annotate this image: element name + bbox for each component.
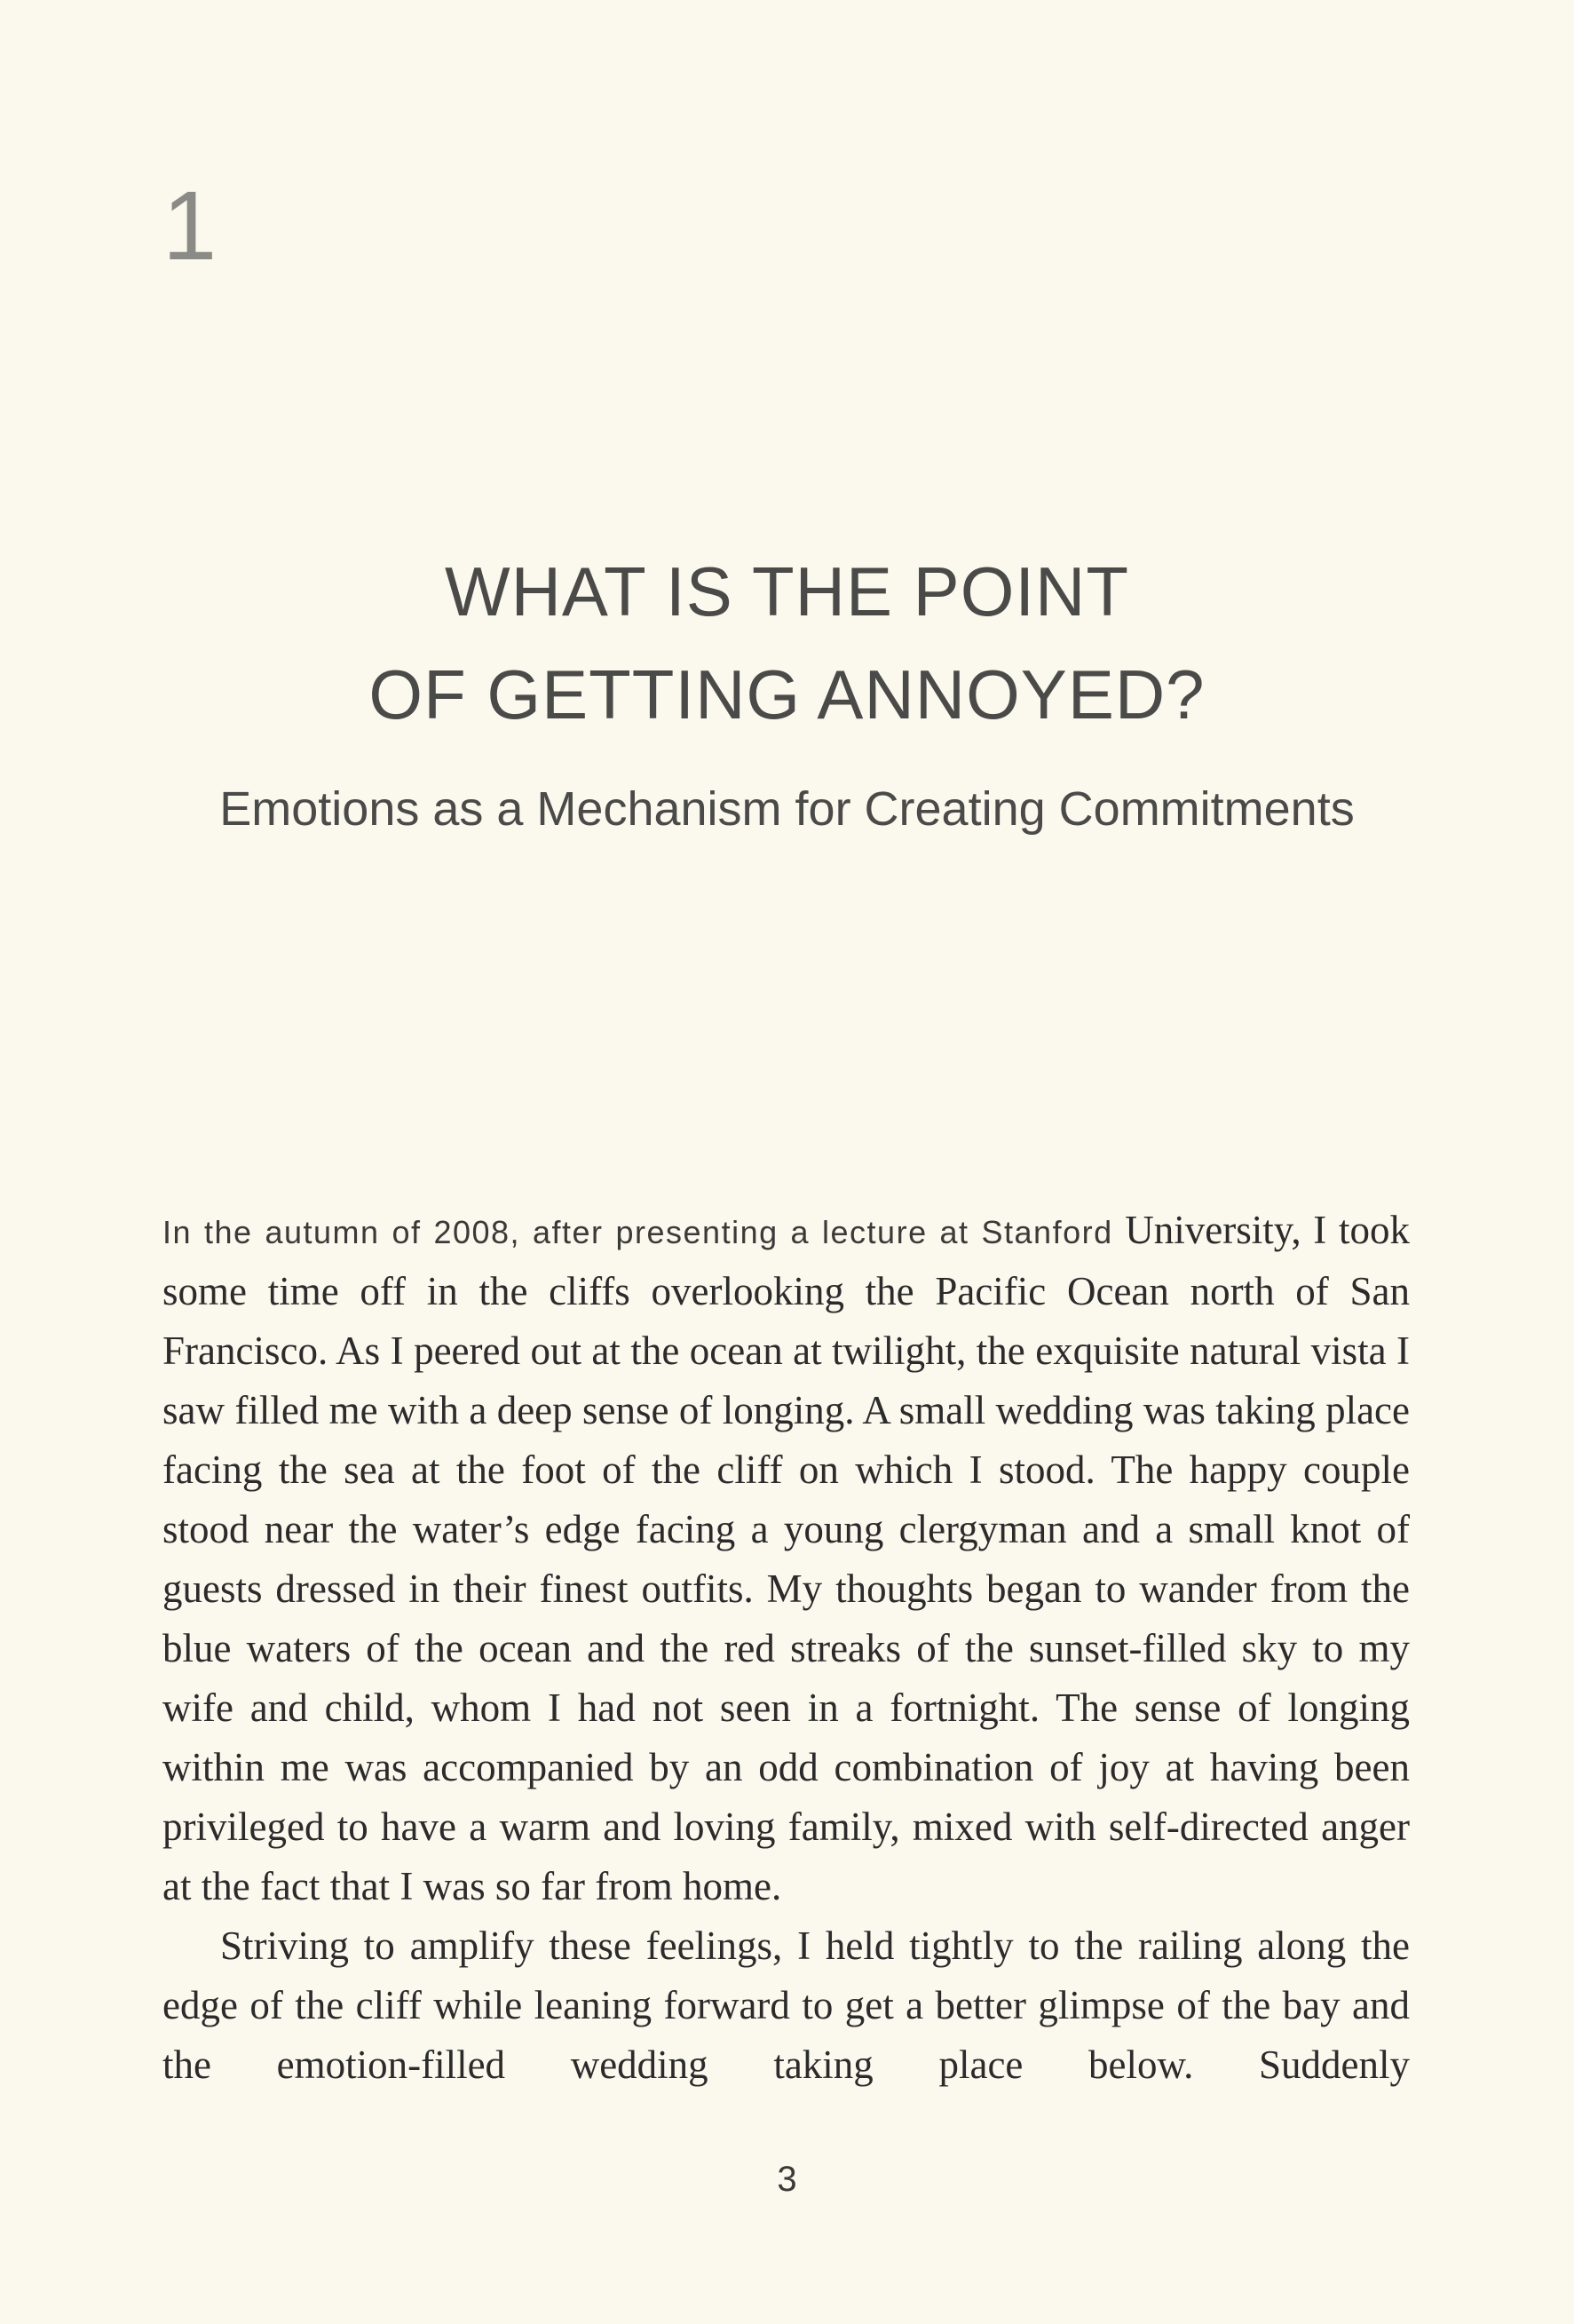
paragraph-1-text: University, I took some time off in the cliffs overlooking the Pacific Ocean north of San Francisco. As I peered out at the ocean at twilight, the exquisite natural vista I saw filled me with a deep sense of longing. A small wedding was taking place facing the sea at the foot of the cliff on which I stood. The happy couple stood near the water’s edge facing a young clergyman and a small knot of guests dressed in their finest outfits. My thoughts began to wander from the blue waters of the ocean and the red streaks of the sunset-filled sky to my wife and child, whom I had not seen in a fortnight. The sense of longing within me was accompanied by an odd combination of joy at having been privileged to have a warm and loving family, mixed with self-directed anger at the fact that I was so far from home. xyxy=(162,1208,1410,1908)
chapter-title-line-2: OF GETTING ANNOYED? xyxy=(368,655,1206,734)
chapter-number: 1 xyxy=(162,171,218,281)
paragraph-2: Striving to amplify these feelings, I held tightly to the railing along the edge of the cliff while leaning forward to get a better glimpse of the bay and the emotion-filled wedding taking place below. Suddenly xyxy=(162,1923,1410,2087)
chapter-title xyxy=(0,540,1574,746)
page-number: 3 xyxy=(777,2160,797,2199)
chapter-subtitle: Emotions as a Mechanism for Creating Commitments xyxy=(219,782,1355,836)
body-text xyxy=(162,1201,1410,2095)
small-caps-lead-in: In the autumn of 2008, after presenting a lecture at Stanford xyxy=(162,1214,1113,1250)
chapter-title-line-1: WHAT IS THE POINT xyxy=(444,552,1130,631)
paragraph-1 xyxy=(162,1201,1410,1916)
